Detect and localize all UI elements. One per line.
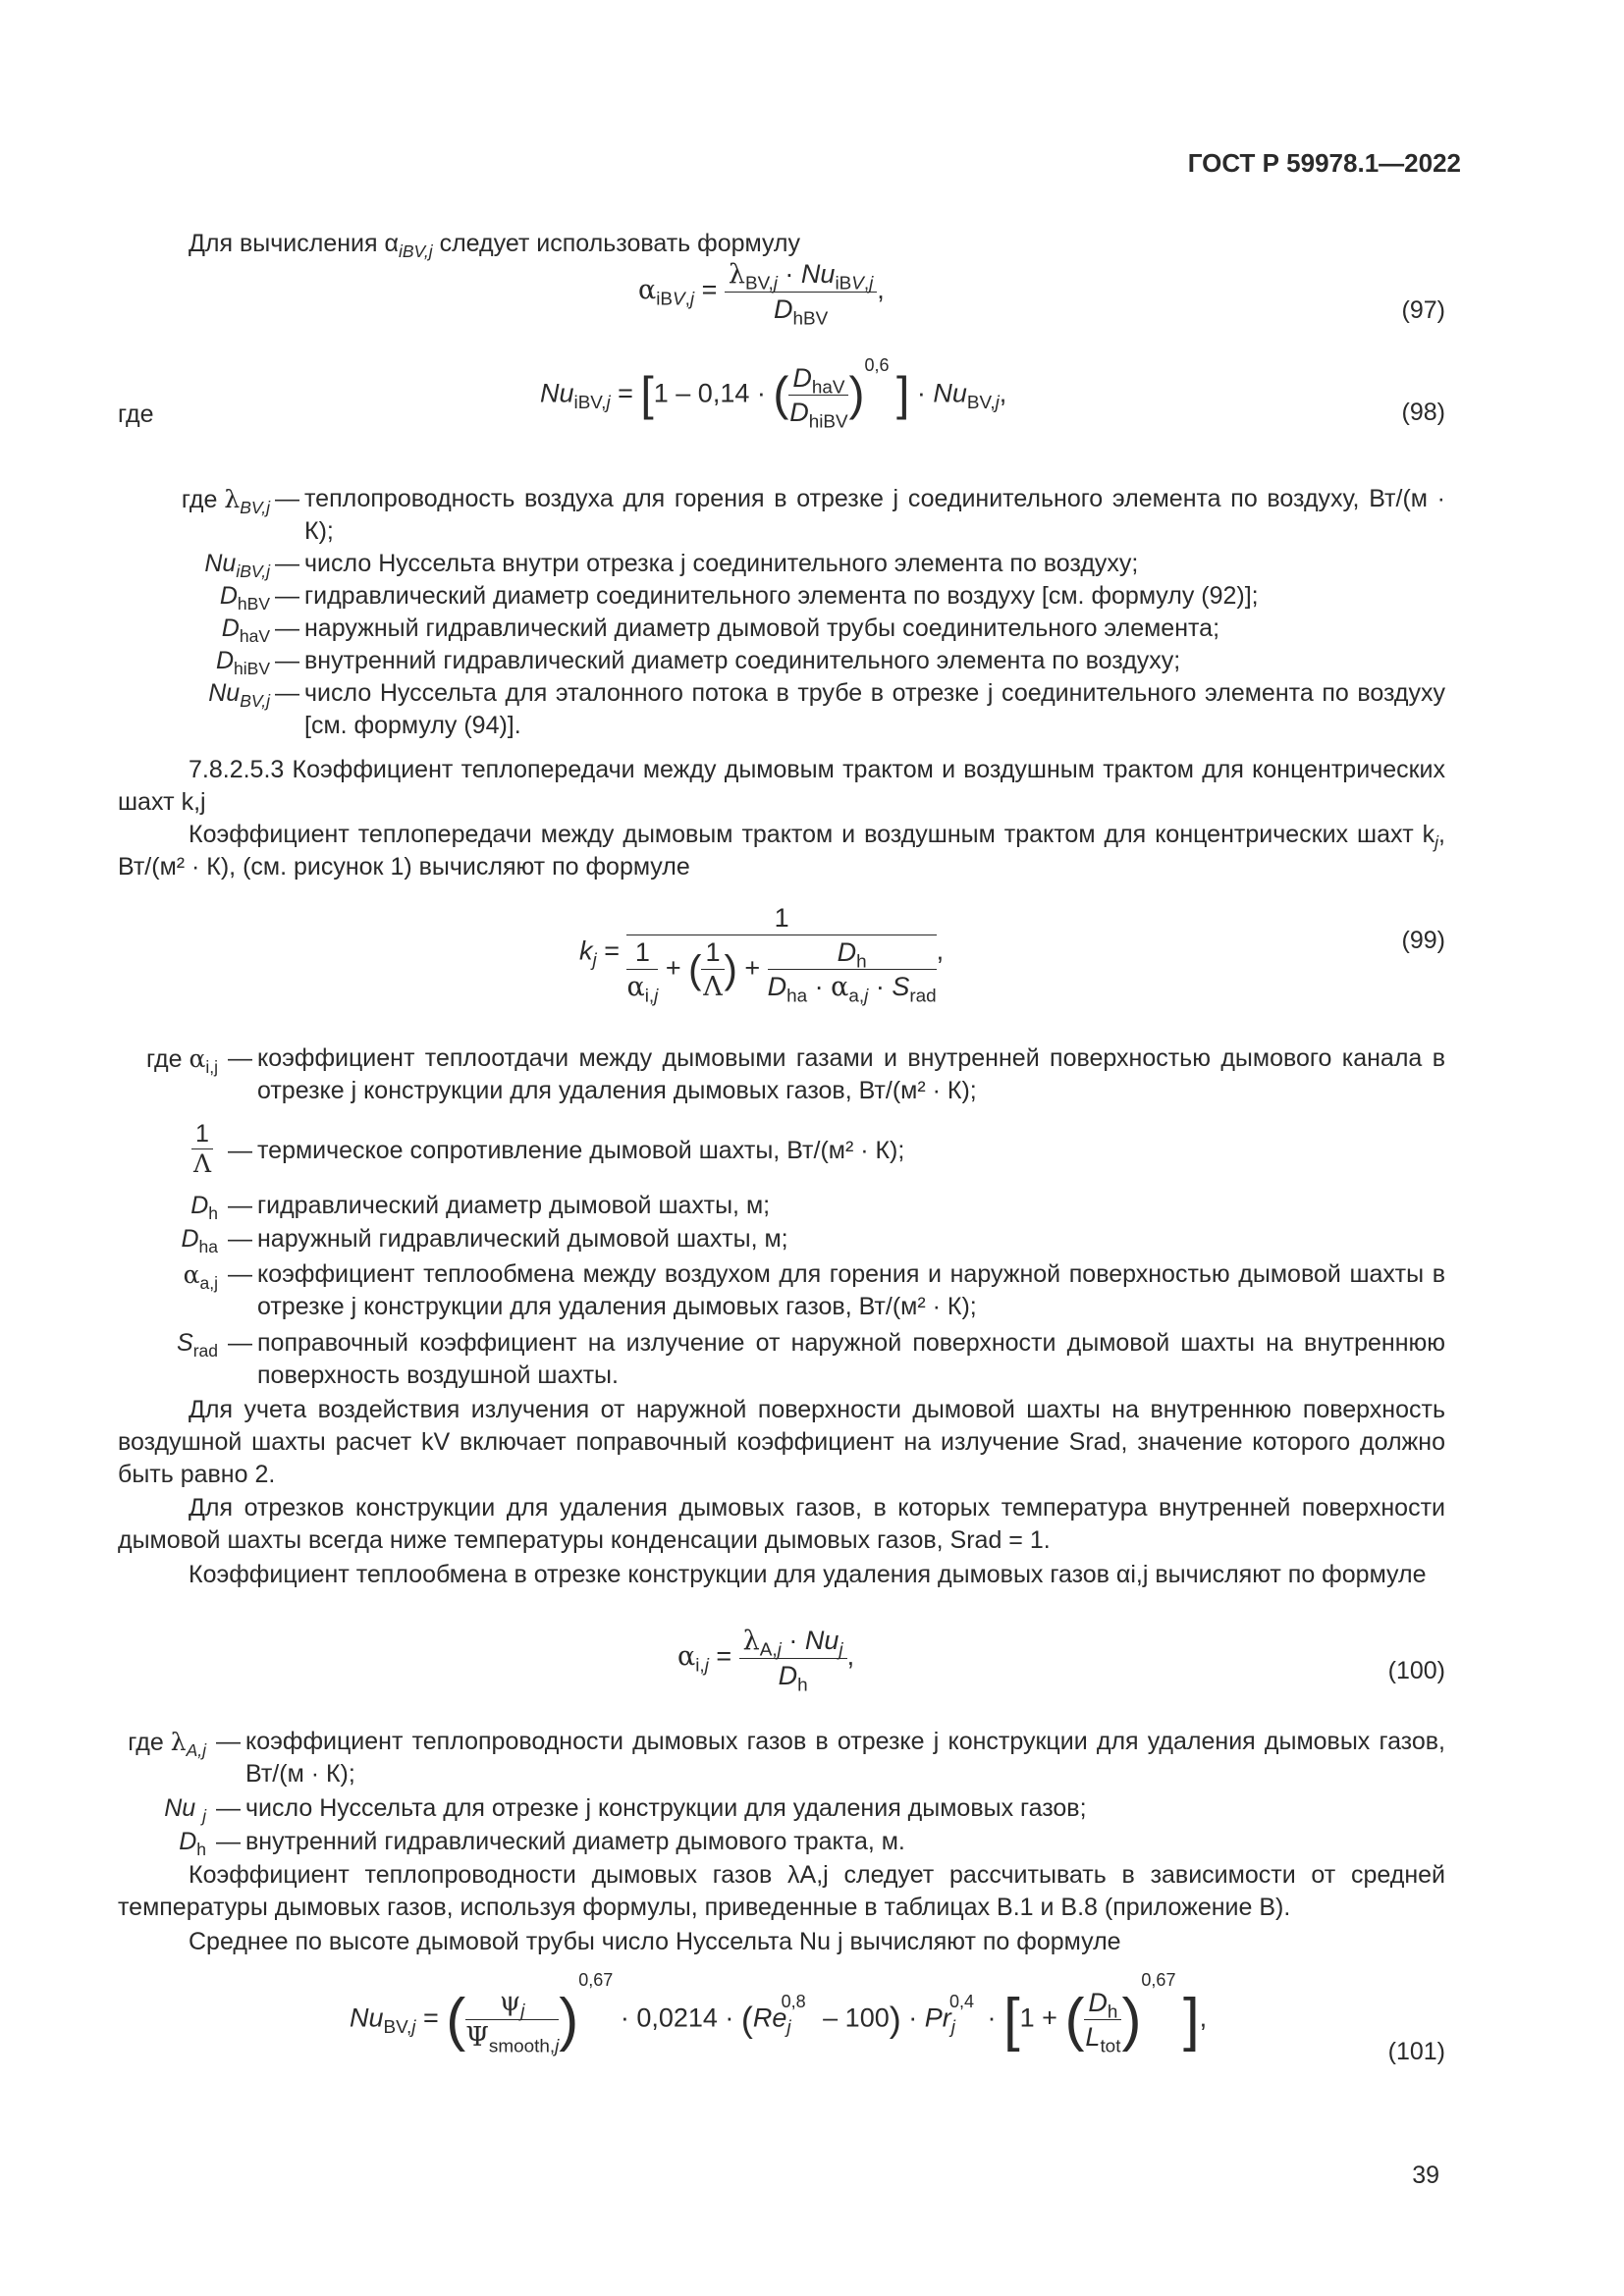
paragraph-radiation-2: Для отрезков конструкции для удаления дымовых газов, в которых температура внутренней поверхности дымовой шахты всегда ниже температуры конденсации дымовых газов, Srad = 1. bbox=[118, 1494, 1445, 1554]
paragraph-alpha-intro: Коэффициент теплообмена в отрезке конструкции для удаления дымовых газов αi,j вычисляют по формуле bbox=[189, 1561, 1427, 1588]
formula-101: $Nu_{BV,j}$ = ( $\frac{\psi_j}{\Psi_{smooth,j}}$ )$^{0,67} \cdot 0,0214 \cdot (Re_j^{0,8} - 100) \cdot Pr_j^{0,4} \cdot [1$ + ( $\frac{D_h}{L_{tot}}$ )$^{0,67}$ ], bbox=[350, 1969, 1208, 2057]
equation-number-98: (98) bbox=[1401, 399, 1445, 426]
formula-100: $\alpha_{i,j}$ = $\frac{\lambda_{A,j} \cdot Nu_j}{D_h}$ , bbox=[677, 1626, 855, 1696]
legend-s-rad: $S_{rad}$ — поправочный коэффициент на излучение от наружной поверхности дымовой шахты на внутреннюю поверхность воздушной шахты. bbox=[177, 1329, 1445, 1389]
legend-lambda-bv: где $\lambda_{BV,j}$ — теплопроводность воздуха для горения в отрезке j соединительного элемента по воздуху, Вт/(м · К); bbox=[181, 485, 1445, 545]
section-heading-7-8-2-5-3: 7.8.2.5.3 Коэффициент теплопередачи между дымовым трактом и воздушным трактом для концентрических шахт k,j bbox=[118, 756, 1445, 816]
equation-number-100: (100) bbox=[1387, 1657, 1445, 1684]
legend-alpha-ij: где $\alpha_{i,j}$ — коэффициент теплоотдачи между дымовыми газами и внутренней поверхностью дымового канала в отрезке j конструкции для удаления дымовых газов, Вт/(м² · К); bbox=[146, 1044, 1445, 1104]
formula-97: $\alpha_{iBV,j}$ = $\frac{\lambda_{BV,j} \cdot Nu_{iBV,j}}{D_{hBV}}$ , bbox=[638, 259, 885, 330]
legend-lambda-aj: где $\lambda_{A,j}$ — коэффициент теплопроводности дымовых газов в отрезке j конструкции для удаления дымовых газов, Вт/(м · К); bbox=[128, 1728, 1445, 1788]
formula-98: $Nu_{iBV,j} = [1 - 0,14$ · ( $\frac{D_{haV}}{D_{hiBV}}$ )$^{0,6}$ ] · $Nu_{BV,j}$, bbox=[540, 354, 1007, 433]
where-label-98: где bbox=[118, 400, 154, 428]
paragraph-lambda-tables: Коэффициент теплопроводности дымовых газов λA,j следует рассчитывать в зависимости от средней температуры дымовых газов, используя формулы, приведенные в таблицах В.1 и В.8 (приложение В). bbox=[118, 1861, 1445, 1921]
equation-number-97: (97) bbox=[1401, 296, 1445, 324]
document-code: ГОСТ Р 59978.1—2022 bbox=[1187, 148, 1461, 178]
formula-99: $k_j$ = 1 $\frac{1}{\alpha_{i,j}}$ + ( $\frac{1}{\Lambda}$ ) + $\frac{D_h}{D_{ha} \cdot \alpha_{a,j} \cdot S_{rad}}$ , bbox=[579, 903, 945, 1007]
page-number: 39 bbox=[1412, 2162, 1439, 2189]
equation-number-101: (101) bbox=[1387, 2038, 1445, 2065]
legend-nu-bv: $Nu_{BV,j}$ — число Нуссельта для эталонного потока в трубе в отрезке j соединительного элемента по воздуху [см. формулу (94)]. bbox=[208, 679, 1445, 739]
intro-paragraph-97: Для вычисления $\alpha_{iBV,j}$ следует использовать формулу bbox=[189, 230, 801, 261]
legend-one-over-lambda: $\frac{1}{\Lambda}$ — термическое сопротивление дымовой шахты, Вт/(м² · К); bbox=[192, 1120, 905, 1178]
paragraph-nusselt-intro: Среднее по высоте дымовой трубы число Нуссельта Nu j вычисляют по формуле bbox=[189, 1928, 1121, 1955]
paragraph-radiation-1: Для учета воздействия излучения от наружной поверхности дымовой шахты на внутреннюю поверхность воздушной шахты расчет kV включает поправочный коэффициент на излучение Srad, значение которого должно быть равно 2. bbox=[118, 1396, 1445, 1488]
legend-alpha-aj: $\alpha_{a,j}$ — коэффициент теплообмена между воздухом для горения и наружной поверхностью дымовой шахты в отрезке j конструкции для удаления дымовых газов, Вт/(м² · К); bbox=[183, 1260, 1445, 1320]
equation-number-99: (99) bbox=[1401, 927, 1445, 954]
paragraph-k-intro: Коэффициент теплопередачи между дымовым трактом и воздушным трактом для концентрических шахт $k_j$, Вт/(м² · К), (см. рисунок 1) вычисляют по формуле bbox=[118, 821, 1445, 881]
